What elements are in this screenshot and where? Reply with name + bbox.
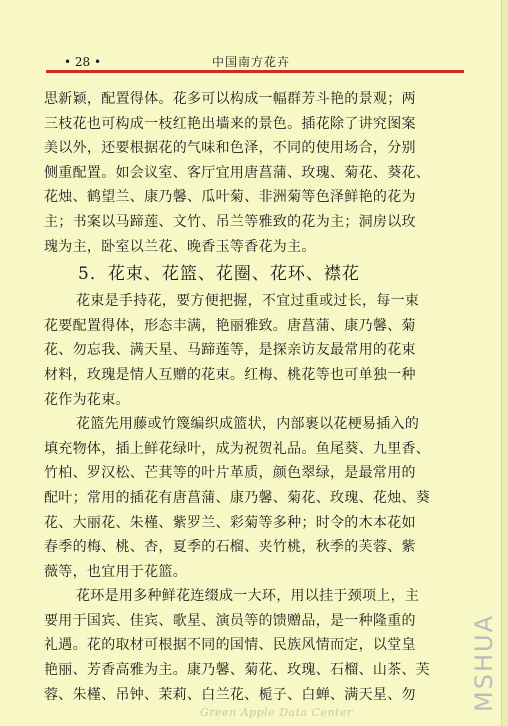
body-text bbox=[44, 87, 468, 707]
text-line: 要用于国宾、佳宾、歌星、演员等的馈赠品，是一种隆重的 bbox=[44, 612, 416, 629]
text-line: 三枝花也可构成一枝红艳出墙来的景色。插花除了讲究图案 bbox=[44, 115, 416, 132]
text-line: 花环是用多种鲜花连缀成一大环，用以挂于颈项上，主 bbox=[76, 588, 420, 605]
paragraph-bouquet bbox=[44, 289, 468, 412]
text-line: 竹柏、罗汉松、芒萁等的叶片革质，颜色翠绿，是最常用的 bbox=[44, 465, 416, 482]
text-line: 花要配置得体，形态丰满，艳丽雅致。唐菖蒲、康乃馨、菊 bbox=[44, 317, 416, 334]
text-line: 花、勿忘我、满天星、马蹄莲等，是探亲访友最常用的花束 bbox=[44, 342, 416, 359]
text-line: 花篮先用藤或竹篾编织成篮状，内部裹以花梗易插入的 bbox=[76, 416, 420, 433]
text-line: 艳丽、芳香高雅为主。康乃馨、菊花、玫瑰、石榴、山茶、芙 bbox=[44, 662, 431, 679]
section-heading: 5．花束、花篮、花圈、花环、襟花 bbox=[78, 264, 360, 285]
page-header bbox=[44, 53, 464, 71]
page-spine-edge bbox=[501, 0, 508, 726]
text-line: 瑰为主，卧室以兰花、晚香玉等香花为主。 bbox=[44, 238, 316, 255]
text-line: 配叶；常用的插花有唐菖蒲、康乃馨、菊花、玫瑰、花烛、葵 bbox=[44, 489, 431, 506]
page-number: • 28 • bbox=[64, 55, 102, 69]
paragraph-flower-arrangement bbox=[44, 87, 468, 259]
header-rule bbox=[46, 70, 464, 73]
text-line: 填充物体，插上鲜花绿叶，成为祝贺礼品。鱼尾葵、九里香、 bbox=[44, 440, 431, 457]
text-line: 蓉、朱槿、吊钟、茉莉、白兰花、栀子、白蝉、满天星、勿 bbox=[44, 686, 416, 703]
side-watermark: MSHUA bbox=[470, 614, 498, 712]
text-line: 礼遇。花的取材可根据不同的国情、民族风情而定，以堂皇 bbox=[44, 637, 416, 654]
bottom-watermark: Green Apple Data Center bbox=[200, 706, 353, 719]
text-line: 美以外，还要根据花的气味和色泽，不同的使用场合，分别 bbox=[44, 140, 416, 157]
text-line: 花作为花束。 bbox=[44, 391, 130, 408]
text-line: 花束是手持花，要方便把握，不宜过重或过长，每一束 bbox=[76, 293, 420, 310]
text-line: 侧重配置。如会议室、客厅宜用唐菖蒲、玫瑰、菊花、葵花、 bbox=[44, 164, 431, 181]
text-line: 花烛、鹤望兰、康乃馨、瓜叶菊、非洲菊等色泽鲜艳的花为 bbox=[44, 189, 416, 206]
paragraph-flower-basket bbox=[44, 412, 468, 584]
paragraph-garland bbox=[44, 584, 468, 707]
text-line: 思新颖，配置得体。花多可以构成一幅群芳斗艳的景观；两 bbox=[44, 91, 416, 107]
text-line: 春季的梅、桃、杏，夏季的石榴、夹竹桃，秋季的芙蓉、紫 bbox=[44, 539, 416, 556]
running-title: 中国南方花卉 bbox=[212, 55, 291, 69]
text-line: 薇等，也宜用于花篮。 bbox=[44, 563, 187, 580]
text-line: 材料，玫瑰是情人互赠的花束。红梅、桃花等也可单独一种 bbox=[44, 366, 416, 383]
text-line: 花、大丽花、朱槿、紫罗兰、彩菊等多种；时令的木本花如 bbox=[44, 514, 416, 531]
text-line: 主；书案以马蹄莲、文竹、吊兰等雅致的花为主；洞房以玫 bbox=[44, 213, 416, 230]
